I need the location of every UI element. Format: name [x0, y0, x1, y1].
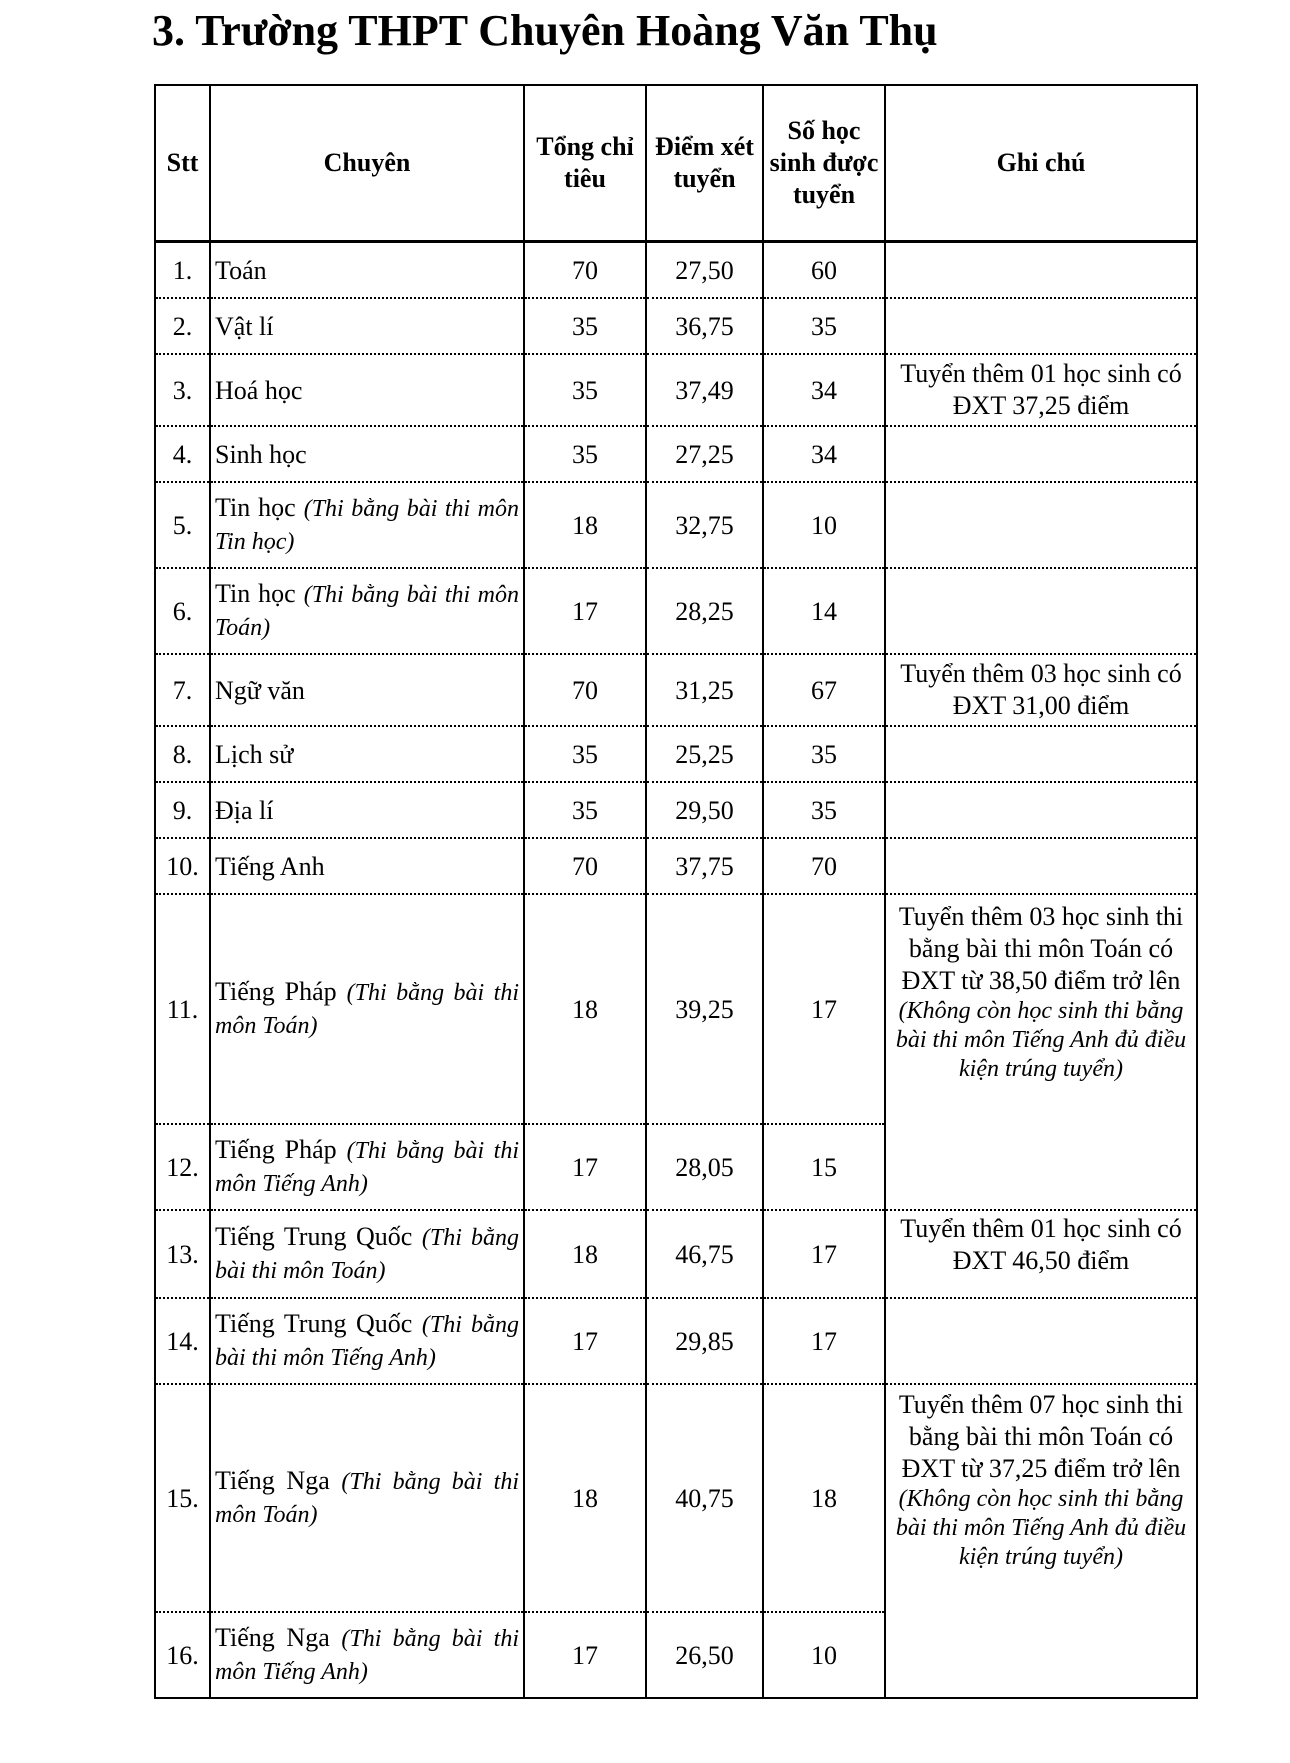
cell-stt: 9.	[155, 782, 210, 838]
cell-ghi-chu	[885, 726, 1197, 782]
cell-diem: 28,25	[646, 568, 763, 654]
header-tong-chi-tieu: Tổng chỉ tiêu	[524, 85, 646, 242]
subject-name: Sinh học	[215, 439, 307, 469]
header-so-hoc-sinh: Số học sinh được tuyển	[763, 85, 885, 242]
table-row	[155, 298, 1197, 354]
subject-exam-note: (Thi bằng bài thi môn Tiếng Anh)	[215, 1312, 519, 1371]
table-row	[155, 838, 1197, 894]
cell-chuyen	[210, 242, 524, 299]
table-row	[155, 782, 1197, 838]
subject-name: Tiếng Trung Quốc	[215, 1222, 413, 1251]
cell-so-hs: 17	[763, 894, 885, 1124]
cell-so-hs: 15	[763, 1124, 885, 1210]
header-chuyen: Chuyên	[210, 85, 524, 242]
cell-chi-tieu: 18	[524, 894, 646, 1124]
header-stt: Stt	[155, 85, 210, 242]
cell-diem: 28,05	[646, 1124, 763, 1210]
subject-name: Tiếng Trung Quốc	[215, 1309, 413, 1338]
cell-so-hs: 17	[763, 1298, 885, 1384]
cell-chuyen	[210, 726, 524, 782]
cell-diem: 37,49	[646, 354, 763, 426]
cell-so-hs: 35	[763, 726, 885, 782]
cell-stt: 8.	[155, 726, 210, 782]
cell-chi-tieu: 70	[524, 838, 646, 894]
cell-so-hs: 70	[763, 838, 885, 894]
subject-name: Tiếng Anh	[215, 851, 325, 881]
header-diem-xet-tuyen: Điểm xét tuyển	[646, 85, 763, 242]
table-row	[155, 242, 1197, 299]
cell-so-hs: 60	[763, 242, 885, 299]
subject-name: Tiếng Nga	[215, 1466, 330, 1495]
cell-ghi-chu: Tuyển thêm 01 học sinh có ĐXT 37,25 điểm	[885, 354, 1197, 426]
cell-stt: 3.	[155, 354, 210, 426]
subject-name: Hoá học	[215, 375, 303, 405]
cell-chuyen	[210, 1124, 524, 1210]
cell-stt: 14.	[155, 1298, 210, 1384]
cell-diem: 40,75	[646, 1384, 763, 1612]
cell-chuyen	[210, 894, 524, 1124]
cell-ghi-chu	[885, 838, 1197, 894]
cell-chi-tieu: 17	[524, 568, 646, 654]
table-row	[155, 482, 1197, 568]
cell-stt: 11.	[155, 894, 210, 1124]
cell-diem: 27,25	[646, 426, 763, 482]
cell-so-hs: 18	[763, 1384, 885, 1612]
cell-so-hs: 67	[763, 654, 885, 726]
subject-name: Địa lí	[215, 795, 274, 825]
cell-chuyen	[210, 1210, 524, 1298]
cell-chi-tieu: 70	[524, 654, 646, 726]
subject-name: Vật lí	[215, 311, 274, 341]
cell-ghi-chu	[885, 568, 1197, 654]
cell-diem: 29,85	[646, 1298, 763, 1384]
cell-chi-tieu: 35	[524, 298, 646, 354]
cell-diem: 25,25	[646, 726, 763, 782]
cell-diem: 36,75	[646, 298, 763, 354]
cell-stt: 7.	[155, 654, 210, 726]
cell-ghi-chu	[885, 242, 1197, 299]
note-main-text: Tuyển thêm 07 học sinh thi bằng bài thi môn Toán có ĐXT từ 37,25 điểm trở lên	[898, 1390, 1184, 1483]
cell-chuyen	[210, 482, 524, 568]
table-header-row	[155, 85, 1197, 242]
page-title: 3. Trường THPT Chuyên Hoàng Văn Thụ	[152, 6, 938, 55]
cell-stt: 1.	[155, 242, 210, 299]
cell-ghi-chu	[885, 782, 1197, 838]
cell-chuyen	[210, 426, 524, 482]
cell-so-hs: 34	[763, 426, 885, 482]
table-row	[155, 354, 1197, 426]
cell-chi-tieu: 18	[524, 482, 646, 568]
table-row	[155, 726, 1197, 782]
cell-diem: 39,25	[646, 894, 763, 1124]
cell-diem: 26,50	[646, 1612, 763, 1698]
table-row	[155, 568, 1197, 654]
subject-exam-note: (Thi bằng bài thi môn Tin học)	[215, 496, 520, 555]
cell-chi-tieu: 35	[524, 426, 646, 482]
cell-chuyen	[210, 1298, 524, 1384]
subject-name: Tiếng Pháp	[215, 1135, 337, 1164]
cell-stt: 13.	[155, 1210, 210, 1298]
subject-exam-note: (Thi bằng bài thi môn Tiếng Anh)	[215, 1138, 520, 1197]
cell-stt: 6.	[155, 568, 210, 654]
subject-name: Ngữ văn	[215, 675, 305, 705]
subject-name: Lịch sử	[215, 739, 294, 769]
note-main-text: Tuyển thêm 03 học sinh thi bằng bài thi môn Toán có ĐXT từ 38,50 điểm trở lên	[898, 902, 1184, 995]
table-row	[155, 1210, 1197, 1298]
table-row	[155, 1298, 1197, 1384]
cell-so-hs: 10	[763, 1612, 885, 1698]
cell-chi-tieu: 17	[524, 1298, 646, 1384]
cell-diem: 32,75	[646, 482, 763, 568]
cell-so-hs: 34	[763, 354, 885, 426]
cell-ghi-chu	[885, 482, 1197, 568]
cell-chuyen	[210, 1612, 524, 1698]
cell-chuyen	[210, 298, 524, 354]
subject-name: Tin học	[215, 493, 296, 522]
cell-stt: 5.	[155, 482, 210, 568]
cell-stt: 2.	[155, 298, 210, 354]
cell-ghi-chu	[885, 1298, 1197, 1384]
cell-so-hs: 17	[763, 1210, 885, 1298]
cell-chuyen	[210, 354, 524, 426]
cell-stt: 10.	[155, 838, 210, 894]
subject-exam-note: (Thi bằng bài thi môn Tiếng Anh)	[215, 1626, 519, 1685]
cell-stt: 15.	[155, 1384, 210, 1612]
cell-ghi-chu: Tuyển thêm 03 học sinh có ĐXT 31,00 điểm	[885, 654, 1197, 726]
table-row	[155, 1384, 1197, 1612]
subject-name: Tiếng Pháp	[215, 977, 337, 1006]
cell-chi-tieu: 17	[524, 1612, 646, 1698]
cell-ghi-chu	[885, 426, 1197, 482]
table-row	[155, 426, 1197, 482]
cell-chuyen	[210, 782, 524, 838]
cell-chi-tieu: 70	[524, 242, 646, 299]
cell-chuyen	[210, 1384, 524, 1612]
subject-name: Tin học	[215, 579, 296, 608]
cell-so-hs: 35	[763, 782, 885, 838]
table-row	[155, 894, 1197, 1124]
subject-exam-note: (Thi bằng bài thi môn Toán)	[215, 1225, 519, 1284]
admission-table	[154, 84, 1198, 1699]
cell-diem: 37,75	[646, 838, 763, 894]
cell-chi-tieu: 35	[524, 726, 646, 782]
cell-ghi-chu	[885, 894, 1197, 1210]
cell-chi-tieu: 35	[524, 354, 646, 426]
subject-exam-note: (Thi bằng bài thi môn Toán)	[215, 980, 520, 1039]
cell-diem: 29,50	[646, 782, 763, 838]
cell-ghi-chu	[885, 298, 1197, 354]
cell-chi-tieu: 35	[524, 782, 646, 838]
note-italic-text: (Không còn học sinh thi bằng bài thi môn Tiếng Anh đủ điều kiện trúng tuyển)	[895, 1486, 1187, 1570]
cell-so-hs: 10	[763, 482, 885, 568]
subject-exam-note: (Thi bằng bài thi môn Toán)	[215, 582, 520, 641]
cell-so-hs: 35	[763, 298, 885, 354]
cell-chuyen	[210, 654, 524, 726]
subject-exam-note: (Thi bằng bài thi môn Toán)	[215, 1469, 519, 1528]
cell-chuyen	[210, 838, 524, 894]
cell-stt: 12.	[155, 1124, 210, 1210]
table-row	[155, 654, 1197, 726]
cell-diem: 46,75	[646, 1210, 763, 1298]
subject-name: Toán	[215, 255, 267, 285]
subject-name: Tiếng Nga	[215, 1623, 330, 1652]
cell-chi-tieu: 17	[524, 1124, 646, 1210]
cell-stt: 4.	[155, 426, 210, 482]
note-italic-text: (Không còn học sinh thi bằng bài thi môn Tiếng Anh đủ điều kiện trúng tuyển)	[895, 998, 1187, 1082]
cell-chuyen	[210, 568, 524, 654]
cell-diem: 27,50	[646, 242, 763, 299]
cell-ghi-chu: Tuyển thêm 01 học sinh có ĐXT 46,50 điểm	[885, 1210, 1197, 1298]
cell-stt: 16.	[155, 1612, 210, 1698]
cell-ghi-chu	[885, 1384, 1197, 1698]
cell-chi-tieu: 18	[524, 1384, 646, 1612]
header-ghi-chu: Ghi chú	[885, 85, 1197, 242]
cell-so-hs: 14	[763, 568, 885, 654]
cell-chi-tieu: 18	[524, 1210, 646, 1298]
cell-diem: 31,25	[646, 654, 763, 726]
